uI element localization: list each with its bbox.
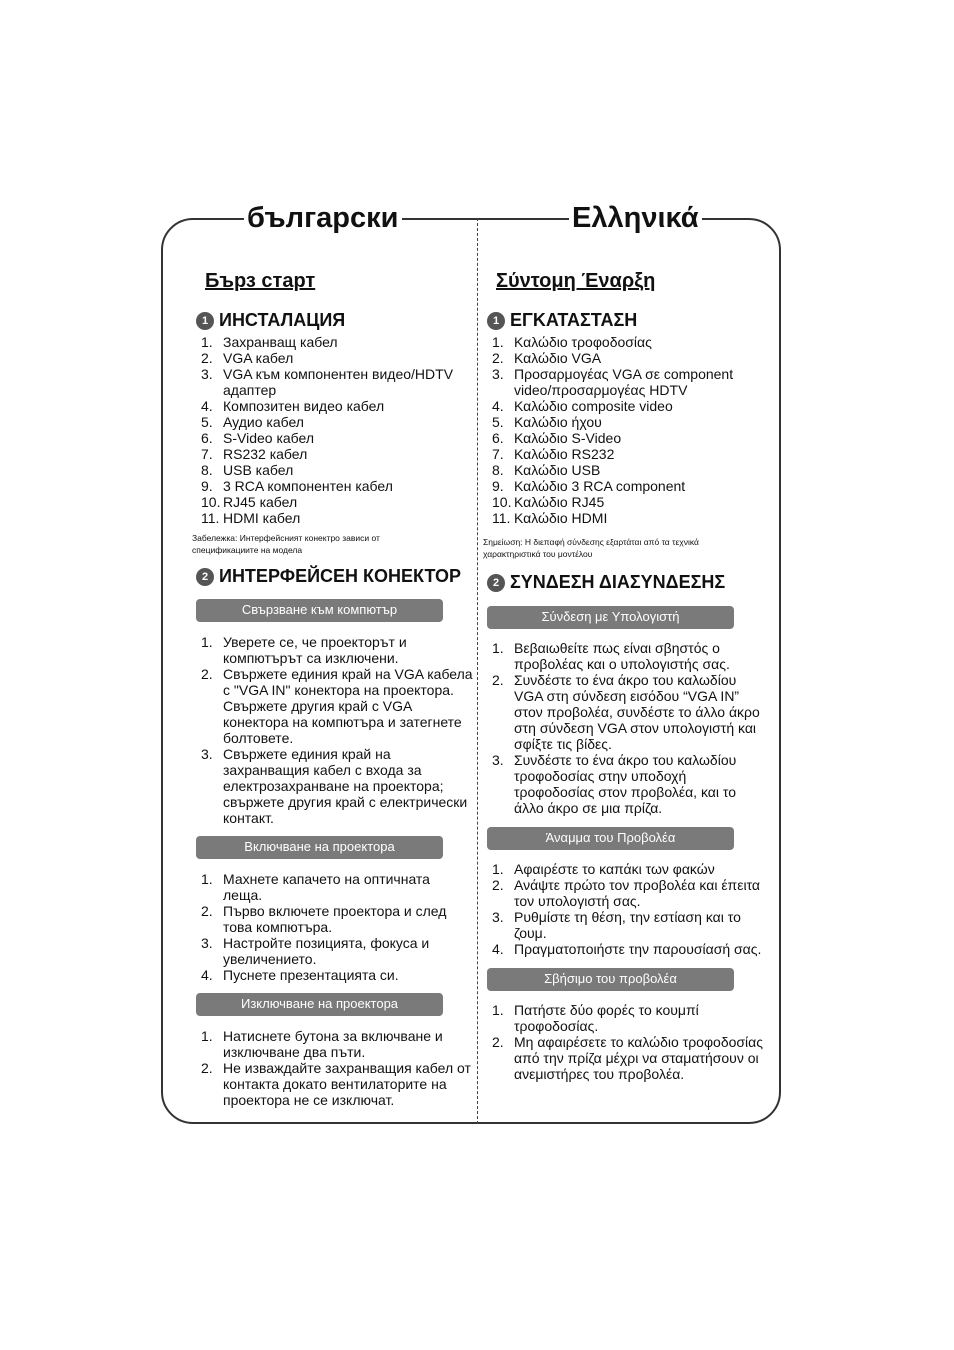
list-item bbox=[492, 510, 762, 526]
bar-connect-computer: Свързване към компютър bbox=[196, 599, 443, 622]
section-heading-installation bbox=[196, 310, 345, 331]
list-item bbox=[492, 861, 766, 877]
list-item-number: 9. bbox=[492, 478, 504, 494]
list-item-number: 1. bbox=[492, 640, 504, 656]
list-item-text: Натиснете бутона за включване и изключване два пъти. bbox=[223, 1028, 443, 1060]
list-item-text: RS232 кабел bbox=[223, 446, 308, 462]
list-item-number: 2. bbox=[201, 666, 213, 682]
list-item-number: 4. bbox=[201, 967, 213, 983]
list-item-number: 5. bbox=[201, 414, 213, 430]
list-item bbox=[201, 446, 471, 462]
list-item-number: 2. bbox=[492, 350, 504, 366]
list-item bbox=[492, 1002, 764, 1034]
list-item bbox=[201, 510, 471, 526]
list-item bbox=[492, 414, 762, 430]
quick-start-heading: Σύντομη Έναρξη bbox=[496, 270, 656, 292]
list-item-text: Συνδέστε το ένα άκρο του καλωδίου τροφοδοσίας στην υποδοχή τροφοδοσίας στον προβολέα, και το άλλο άκρο σε μια πρίζα. bbox=[514, 752, 737, 816]
list-item-text: Ανάψτε πρώτο τον προβολέα και έπειτα τον υπολογιστή σας. bbox=[514, 877, 760, 909]
section-title: ИНСТАЛАЦИЯ bbox=[219, 310, 346, 330]
list-item-number: 1. bbox=[492, 1002, 504, 1018]
list-item-text: Πατήστε δύο φορές το κουμπί τροφοδοσίας. bbox=[514, 1002, 699, 1034]
bar-connect-computer: Σύνδεση με Υπολογιστή bbox=[487, 606, 734, 629]
list-item-text: Ρυθμίστε τη θέση, την εστίαση και το ζουμ. bbox=[514, 909, 741, 941]
section-number-badge: 2 bbox=[196, 568, 214, 586]
list-item-text: Захранващ кабел bbox=[223, 334, 338, 350]
list-item bbox=[492, 672, 764, 752]
list-item-text: Настройте позицията, фокуса и увеличението. bbox=[223, 935, 430, 967]
list-item-text: S-Video кабел bbox=[223, 430, 315, 446]
list-item-number: 10. bbox=[492, 494, 512, 510]
list-item-text: Свържете единия край на VGA кабела с "VGA IN" конектора на проектора. Свържете другия край с VGA конектора на компютъра и затегнете болтовете. bbox=[223, 666, 473, 746]
list-item bbox=[201, 967, 469, 983]
section-number-badge: 2 bbox=[487, 574, 505, 592]
list-item bbox=[492, 366, 762, 398]
bar-power-off: Изключване на проектора bbox=[196, 993, 443, 1016]
list-item bbox=[201, 634, 473, 666]
list-item-number: 2. bbox=[201, 350, 213, 366]
list-item bbox=[201, 494, 471, 510]
list-item-text: Καλώδιο 3 RCA component bbox=[514, 478, 686, 494]
list-item bbox=[492, 752, 764, 816]
list-item-text: Καλώδιο S-Video bbox=[514, 430, 622, 446]
list-item bbox=[492, 877, 766, 909]
list-item bbox=[492, 398, 762, 414]
list-item-text: Композитен видео кабел bbox=[223, 398, 385, 414]
list-item-text: 3 RCA компонентен кабел bbox=[223, 478, 393, 494]
list-item bbox=[492, 462, 762, 478]
list-item-number: 5. bbox=[492, 414, 504, 430]
list-item bbox=[201, 350, 471, 366]
list-item-number: 1. bbox=[492, 334, 504, 350]
list-item bbox=[201, 478, 471, 494]
list-item-number: 7. bbox=[492, 446, 504, 462]
list-item bbox=[492, 446, 762, 462]
list-item-text: Μη αφαιρέσετε το καλώδιο τροφοδοσίας από την πρίζα μέχρι να σταματήσουν οι ανεμιστήρες του προβολέα. bbox=[514, 1034, 764, 1082]
section-title: ΕΓΚΑΤΑΣΤΑΣΗ bbox=[510, 310, 638, 330]
list-item bbox=[492, 478, 762, 494]
list-item-text: Πραγματοποιήστε την παρουσίασή σας. bbox=[514, 941, 762, 957]
list-item-number: 1. bbox=[201, 334, 213, 350]
list-item-text: Συνδέστε το ένα άκρο του καλωδίου VGA στη σύνδεση εισόδου “VGA IN” στον προβολέα, συνδέστε το άλλο άκρο στη σύνδεση VGA στον υπολογιστή και σφίξτε τις βίδες. bbox=[514, 672, 760, 752]
list-item bbox=[492, 640, 764, 672]
list-item-number: 4. bbox=[492, 398, 504, 414]
list-item bbox=[492, 1034, 764, 1082]
list-item-number: 7. bbox=[201, 446, 213, 462]
list-item bbox=[492, 350, 762, 366]
list-item bbox=[492, 494, 762, 510]
list-item-number: 1. bbox=[492, 861, 504, 877]
list-item-text: VGA кабел bbox=[223, 350, 294, 366]
section-heading-interface bbox=[196, 566, 461, 587]
list-item-text: Αφαιρέστε το καπάκι των φακών bbox=[514, 861, 715, 877]
list-item-number: 1. bbox=[201, 871, 213, 887]
list-item-number: 4. bbox=[201, 398, 213, 414]
list-item-number: 9. bbox=[201, 478, 213, 494]
section-title: ИНТЕРФЕЙСЕН КОНЕКТОР bbox=[219, 566, 461, 586]
list-item bbox=[492, 334, 762, 350]
installation-list bbox=[492, 334, 762, 526]
list-item-number: 4. bbox=[492, 941, 504, 957]
list-item-number: 3. bbox=[492, 909, 504, 925]
list-item-text: Уверете се, че проекторът и компютърът са изключени. bbox=[223, 634, 407, 666]
list-item-number: 2. bbox=[492, 672, 504, 688]
list-item-number: 2. bbox=[492, 1034, 504, 1050]
list-item-text: Καλώδιο τροφοδοσίας bbox=[514, 334, 652, 350]
list-item-number: 3. bbox=[492, 752, 504, 768]
list-item-text: Καλώδιο USB bbox=[514, 462, 601, 478]
list-item bbox=[201, 462, 471, 478]
section-title: ΣΥΝΔΕΣΗ ΔΙΑΣΥΝΔΕΣΗΣ bbox=[510, 572, 726, 592]
list-item-text: Καλώδιο VGA bbox=[514, 350, 602, 366]
list-item bbox=[201, 398, 471, 414]
list-item bbox=[201, 1060, 473, 1108]
list-item-number: 8. bbox=[201, 462, 213, 478]
list-item-number: 8. bbox=[492, 462, 504, 478]
list-item-text: Καλώδιο composite video bbox=[514, 398, 673, 414]
installation-list bbox=[201, 334, 471, 526]
list-item-text: Не изваждайте захранващия кабел от контакта докато вентилаторите на проектора не се изключат. bbox=[223, 1060, 471, 1108]
list-item bbox=[201, 334, 471, 350]
list-item bbox=[201, 666, 473, 746]
list-item-text: HDMI кабел bbox=[223, 510, 301, 526]
list-item-text: USB кабел bbox=[223, 462, 294, 478]
section-heading-installation bbox=[487, 310, 637, 331]
list-item-text: Пуснете презентацията си. bbox=[223, 967, 399, 983]
list-item bbox=[492, 941, 766, 957]
section-number-badge: 1 bbox=[487, 312, 505, 330]
power-on-list bbox=[492, 861, 766, 957]
list-item bbox=[201, 430, 471, 446]
list-item-number: 3. bbox=[201, 366, 213, 382]
list-item-text: Καλώδιο RJ45 bbox=[514, 494, 605, 510]
language-title-bulgarian: български bbox=[244, 198, 402, 238]
list-item-number: 2. bbox=[201, 1060, 213, 1076]
list-item-text: VGA към компонентен видео/HDTV адаптер bbox=[223, 366, 454, 398]
list-item bbox=[201, 366, 471, 398]
list-item bbox=[201, 746, 473, 826]
bar-power-off: Σβήσιμο του προβολέα bbox=[487, 968, 734, 991]
connect-list bbox=[492, 640, 764, 816]
column-divider bbox=[477, 218, 478, 1124]
list-item bbox=[201, 935, 469, 967]
quick-start-heading: Бърз старт bbox=[205, 270, 316, 292]
power-off-list bbox=[201, 1028, 473, 1108]
list-item-number: 1. bbox=[201, 634, 213, 650]
list-item-number: 1. bbox=[201, 1028, 213, 1044]
model-note: Забележка: Интерфейсният конектро зависи от спецификациите на модела bbox=[192, 533, 380, 555]
list-item-number: 3. bbox=[201, 935, 213, 951]
bar-power-on: Включване на проектора bbox=[196, 836, 443, 859]
list-item-text: Първо включете проектора и след това компютъра. bbox=[223, 903, 447, 935]
list-item-text: Βεβαιωθείτε πως είναι σβηστός ο προβολέας και ο υπολογιστής σας. bbox=[514, 640, 730, 672]
section-number-badge: 1 bbox=[196, 312, 214, 330]
list-item-number: 6. bbox=[492, 430, 504, 446]
list-item-number: 10. bbox=[201, 494, 221, 510]
list-item bbox=[201, 871, 469, 903]
list-item-number: 6. bbox=[201, 430, 213, 446]
list-item-text: RJ45 кабел bbox=[223, 494, 298, 510]
list-item bbox=[492, 430, 762, 446]
list-item-text: Καλώδιο HDMI bbox=[514, 510, 608, 526]
list-item bbox=[201, 903, 469, 935]
list-item bbox=[201, 1028, 473, 1060]
list-item-text: Προσαρμογέας VGA σε component video/προσαρμογέας HDTV bbox=[514, 366, 734, 398]
list-item-number: 3. bbox=[492, 366, 504, 382]
list-item-number: 2. bbox=[201, 903, 213, 919]
list-item-number: 2. bbox=[492, 877, 504, 893]
section-heading-interface bbox=[487, 572, 725, 593]
list-item-text: Махнете капачето на оптичната леща. bbox=[223, 871, 430, 903]
bar-power-on: Άναμμα του Προβολέα bbox=[487, 827, 734, 850]
power-off-list bbox=[492, 1002, 764, 1082]
list-item bbox=[492, 909, 766, 941]
list-item-text: Καλώδιο ήχου bbox=[514, 414, 602, 430]
language-title-greek: Ελληνικά bbox=[569, 198, 702, 238]
list-item-text: Аудио кабел bbox=[223, 414, 304, 430]
power-on-list bbox=[201, 871, 469, 983]
list-item-number: 11. bbox=[492, 510, 511, 526]
model-note: Σημείωση: Η διεπαφή σύνδεσης εξαρτάται από τα τεχνικά χαρακτηριστικά του μοντέλου bbox=[483, 537, 699, 559]
list-item-number: 11. bbox=[201, 510, 220, 526]
connect-list bbox=[201, 634, 473, 826]
list-item bbox=[201, 414, 471, 430]
list-item-number: 3. bbox=[201, 746, 213, 762]
list-item-text: Καλώδιο RS232 bbox=[514, 446, 615, 462]
list-item-text: Свържете единия край на захранващия кабел с входа за електрозахранване на проектора; свържете другия край с електрически контакт. bbox=[223, 746, 468, 826]
